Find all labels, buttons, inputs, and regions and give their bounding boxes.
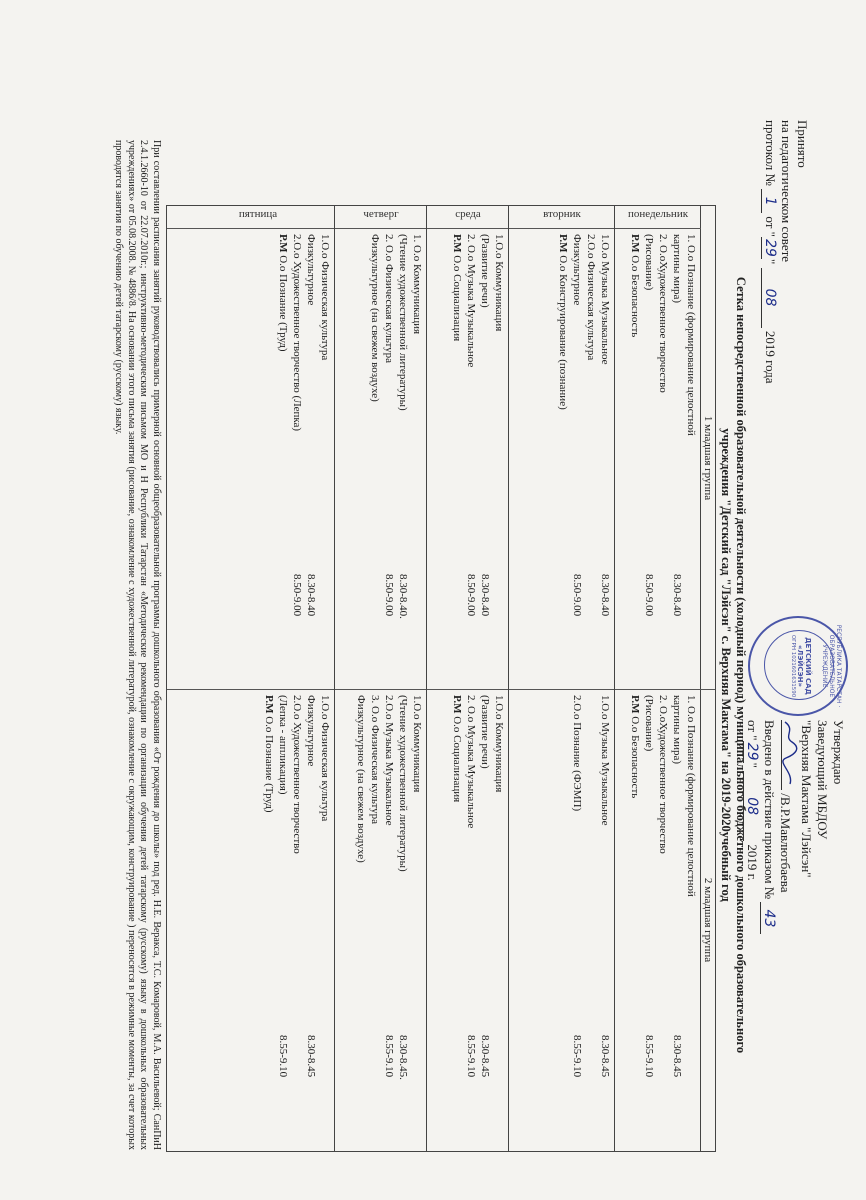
activity-text: О.о Безопасность: [629, 713, 641, 799]
activity-line: [276, 234, 289, 564]
activity-line: Физкультурное (на свежем воздухе): [355, 695, 367, 863]
activity-line: 1.О.о Физическая культура: [319, 695, 331, 822]
activity-line: (Чтение художественной литературы): [397, 695, 409, 872]
activity-line: Физкультурное: [305, 695, 317, 767]
activity-line: Физкультурное: [305, 234, 317, 306]
activity-bold-prefix: Р.М: [451, 234, 463, 253]
approve-label: Утверждаю: [831, 720, 846, 785]
activity-bold-prefix: Р.М: [263, 695, 275, 714]
activity-line: [556, 234, 569, 564]
order-from: от ": [745, 720, 760, 741]
table-row: [426, 206, 509, 1151]
time-slot: 8.55-9.10: [277, 1035, 289, 1078]
schedule-table: [166, 205, 716, 1152]
activity-line: [628, 234, 641, 564]
protocol-year: 2019 года: [763, 330, 778, 384]
activity-line: 2. О.оХудожественное творчество: [657, 234, 669, 393]
activity-line: 2. О.о Музыка Музыкальное: [465, 234, 477, 368]
activity-line: 2.О.о Художественное творчество (Лепка): [291, 234, 303, 432]
activity-line: 1.О.о Коммуникация: [493, 234, 505, 332]
director-name: /В.Р.Мавлютбаева: [778, 793, 793, 893]
activity-text: О.о Конструирование (познание): [557, 252, 569, 410]
activity-line: (Рисование): [643, 234, 655, 291]
activity-bold-prefix: Р.М: [451, 695, 463, 714]
time-slot: 8.55-9.10: [571, 1035, 583, 1078]
signature: [781, 720, 798, 790]
title-line-2: учреждения "Детский сад "Лэйсэн" с. Верхняя Мактама" на 2019-2020учебный год: [719, 428, 733, 902]
head-label: Заведующий МБДОУ: [815, 720, 830, 840]
day-label: вторник: [543, 208, 581, 220]
activity-line: Физкультурное (на свежем воздухе): [369, 234, 381, 402]
activity-line: [262, 695, 275, 1025]
activity-line: 1.О.о Коммуникация: [493, 695, 505, 793]
official-stamp: [748, 616, 848, 716]
activity-line: 1.О.о Музыка Музыкальное: [599, 695, 611, 826]
activity-line: Физкультурное: [571, 234, 583, 306]
activity-line: 2. О.о Музыка Музыкальное: [465, 695, 477, 829]
protocol-day: 29: [761, 237, 778, 259]
time-slot: 8.55-9.10: [383, 1035, 395, 1078]
time-slot: 8.30-8.45: [305, 1035, 317, 1078]
activity-text: О.о Познание (Труд): [277, 252, 289, 352]
activity-line: (Рисование): [643, 695, 655, 752]
group-header-2: 2 младшая группа: [702, 877, 714, 963]
activity-line: 2.О.о Музыка Музыкальное: [383, 695, 395, 826]
activity-line: 3. О.о Физическая культура: [369, 695, 381, 825]
activity-line: картины мира): [671, 234, 683, 304]
protocol-from: от ": [763, 216, 778, 237]
activity-line: [450, 695, 463, 1025]
time-slot: 8.30-8.40: [479, 574, 491, 617]
order-day: 29: [743, 741, 760, 763]
activity-line: 2.О.о Познание (ФЭМП): [571, 695, 583, 812]
activity-bold-prefix: Р.М: [629, 234, 641, 253]
activity-line: 1.О.о Физическая культура: [319, 234, 331, 361]
table-row: [614, 206, 701, 1151]
activity-line: (Развитие речи): [479, 695, 491, 769]
day-label: четверг: [363, 208, 399, 220]
council-label: на педагогическом совете: [779, 120, 794, 263]
stamp-outer-text: РЕСПУБЛИКА ТАТАРСТАН · ОБРАЗОВАТЕЛЬНОЕ УЧРЕЖДЕНИЕ: [821, 624, 842, 708]
activity-line: [450, 234, 463, 564]
protocol-line: протокол № 1 от "29" 08 2019 года: [762, 120, 778, 384]
activity-bold-prefix: Р.М: [277, 234, 289, 253]
activity-text: О.о Социализация: [451, 252, 463, 342]
activity-text: О.о Социализация: [451, 713, 463, 803]
activity-line: 2.О.о Физическая культура: [585, 234, 597, 361]
table-row: [181, 206, 335, 1151]
document-title: [718, 175, 748, 1155]
time-slot: 8.50-9.00: [291, 574, 303, 617]
order-date-line: от "29" 08 2019 г.: [744, 720, 760, 881]
header-right: [743, 720, 846, 934]
stamp-inner-text: ДЕТСКИЙ САД «ЛЭЙСЭН»: [796, 637, 812, 695]
table-row: [508, 206, 615, 1151]
order-line: [760, 720, 777, 934]
activity-line: [628, 695, 641, 1025]
table-row: [334, 206, 427, 1151]
title-line-1: Сетка непосредственной образовательной деятельности (холодный период) муниципального бюджетного дошкольного образовательного: [734, 276, 748, 1054]
time-slot: 8.30-8.40.: [397, 574, 409, 619]
time-slot: 8.30-8.40: [599, 574, 611, 617]
time-slot: 8.30-8.45: [599, 1035, 611, 1078]
activity-line: 1.О.о Музыка Музыкальное: [599, 234, 611, 365]
activity-line: 1. О.о Познание (формирование целостной: [685, 234, 697, 436]
activity-text: О.о Безопасность: [629, 252, 641, 338]
activity-line: (Лепка - аппликация): [277, 695, 289, 795]
time-slot: 8.55-9.10: [465, 1035, 477, 1078]
time-slot: 8.50-9.00: [383, 574, 395, 617]
activity-line: (Развитие речи): [479, 234, 491, 308]
kindergarten-name: "Верхняя Мактама "Лэйсэн": [799, 720, 814, 878]
order-prefix: Введено в действие приказом №: [762, 720, 777, 900]
table-header-row: [700, 206, 715, 1151]
activity-text: О.о Познание (Труд): [263, 713, 275, 813]
day-label: среда: [455, 208, 481, 220]
activity-line: картины мира): [671, 695, 683, 765]
order-number: 43: [760, 902, 777, 934]
activity-bold-prefix: Р.М: [557, 234, 569, 253]
time-slot: 8.55-9.10: [643, 1035, 655, 1078]
footnote: При составлении расписания занятий руководствовались примерной основной общеобразовательной программы дошкольного образования «От рождения до школы» под ред. Н.Е. Веракса, Т.С. Комаровой, М.А. Васильевой; СанПиН 2.4.1.2660-10 от 22.07.2010г.; инструктивно-методическим письмом МО и Н Республики Татарстан «Методические рекомендации по организации обучения детей татарскому (русскому) языку в дошкольных образовательных учреждениях» от 05.08.2008. № 4886/8. На основании этого письма занятия (рисование, ознакомление с художественной литературой, ознакомление с окружающим, конструирование ) переносятся в режимные моменты, за счет которых проводятся занятия по обучению детей татарскому (русскому) языку.: [113, 140, 162, 1150]
protocol-prefix: протокол №: [763, 120, 778, 186]
header-left: [761, 120, 810, 384]
activity-line: 1.О.о Коммуникация: [411, 695, 423, 793]
time-slot: 8.30-8.40: [305, 574, 317, 617]
activity-line: 2.О.о Художественное творчество: [291, 695, 303, 854]
time-slot: 8.30-8.45: [671, 1035, 683, 1078]
time-slot: 8.30-8.45: [479, 1035, 491, 1078]
time-slot: 8.30-8.40: [671, 574, 683, 617]
signature-scribble: [782, 720, 798, 786]
time-slot: 8.50-9.00: [465, 574, 477, 617]
day-label: понедельник: [627, 208, 689, 220]
signature-line: [777, 720, 798, 934]
stamp-center-text: ОГРН 1021601631590: [790, 634, 796, 698]
activity-line: 2. О.о Физическая культура: [383, 234, 395, 364]
time-slot: 8.50-9.00: [643, 574, 655, 617]
protocol-number: 1: [761, 189, 778, 213]
activity-line: 1. О.о Познание (формирование целостной: [685, 695, 697, 897]
activity-line: 2. О.оХудожественное творчество: [657, 695, 669, 854]
group-header-1: 1 младшая группа: [702, 415, 714, 501]
order-month: 08: [743, 771, 760, 841]
activity-line: 1. О.о Коммуникация: [411, 234, 423, 335]
protocol-month: 08: [761, 268, 778, 328]
order-year: 2019 г.: [745, 844, 760, 881]
day-label: пятница: [238, 208, 278, 220]
time-slot: 8.50-9.00: [571, 574, 583, 617]
time-slot: 8.30-8.45.: [397, 1035, 409, 1080]
activity-bold-prefix: Р.М: [629, 695, 641, 714]
activity-line: (Чтение художественной литературы): [397, 234, 409, 411]
accepted-label: Принято: [795, 120, 810, 168]
